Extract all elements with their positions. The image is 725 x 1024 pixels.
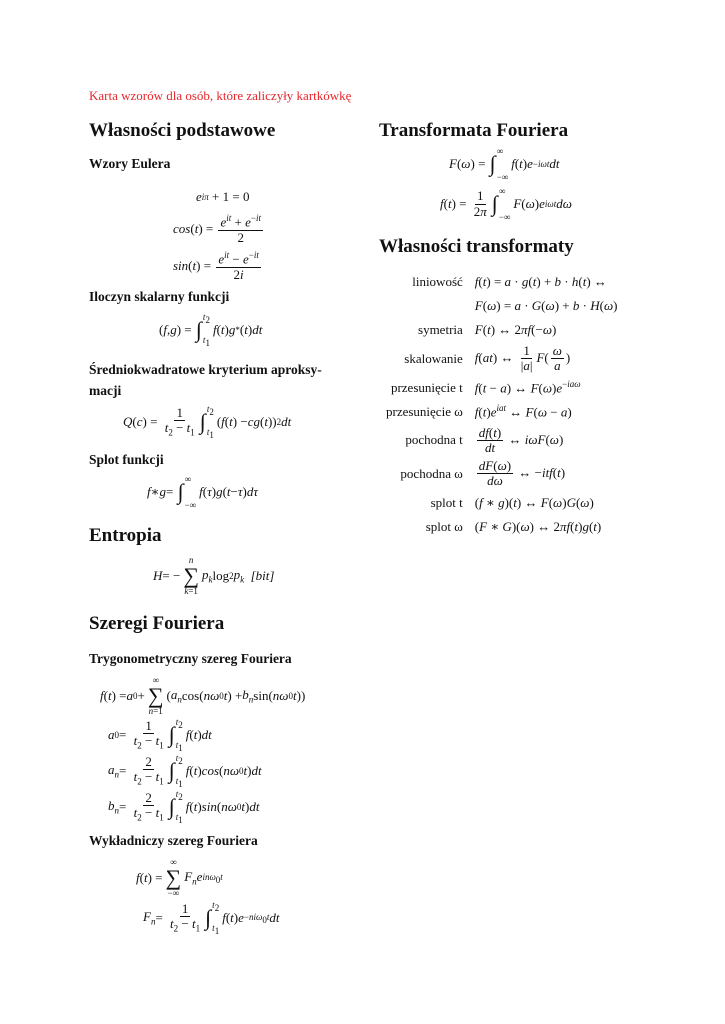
property-row: [383, 376, 620, 400]
property-row: [383, 424, 620, 458]
property-name: splot t: [430, 494, 463, 510]
property-name: liniowość: [412, 274, 463, 289]
property-row: [383, 515, 620, 539]
transform-properties-table: [383, 270, 620, 539]
trig-series-formula: f ( t ) = a 0 + ∞ ∑ n=1 ( $a_n$ cos( nω 0 t ) + $b_n$ sin( nω 0 t )): [100, 675, 306, 716]
entropy-heading: Entropia: [89, 525, 162, 546]
property-name: przesunięcie t: [390, 379, 463, 395]
property-row: [383, 318, 620, 342]
property-row: [383, 400, 620, 424]
time-convolution-formula: (f ∗ g)(t) ↔ F(ω)G(ω): [474, 494, 594, 510]
property-row: [383, 270, 620, 294]
convolution-heading: Splot funkcji: [89, 452, 164, 467]
exp-series-formula: f ( t ) = ∞ ∑ −∞ $F_ne$ inω$_0$t: [136, 857, 223, 898]
linearity-formula-1: f(t) = a · g(t) + b · h(t) ↔: [474, 274, 607, 289]
scaling-formula: f(at) ↔ $\frac{1}{|a|}$ F( $\frac{\omega}{a}$ ): [474, 343, 571, 374]
property-name: pochodna t: [405, 432, 463, 448]
bn-formula: $b_n$ = $\frac{2}{t_2 - t_1}$ ∫ $t_2$ $t_1$ f ( t ) sin ( nω 0 t ) dt: [108, 789, 260, 825]
fourier-series-heading: Szeregi Fouriera: [89, 613, 225, 634]
basic-properties-heading: Własności podstawowe: [89, 120, 276, 141]
property-name: splot ω: [425, 518, 463, 534]
property-name: [383, 294, 472, 318]
symmetry-formula: F(t) ↔ 2πf(−ω): [474, 322, 557, 337]
linearity-formula-2: F(ω) = a · G(ω) + b · H(ω): [474, 298, 618, 313]
inner-product-heading: Iloczyn skalarny funkcji: [89, 289, 230, 304]
euler-identity: e iπ + 1 = 0: [196, 189, 250, 204]
transform-properties-heading: Własności transformaty: [379, 236, 574, 257]
frequency-convolution-formula: (F ∗ G)(ω) ↔ 2πf(t)g(t): [474, 518, 602, 534]
mse-formula: Q ( c ) = $\frac{1}{t_2 - t_1}$ ∫ $t_2$ $t_1$ ( f ( t ) − cg ( t )) 2 dt: [123, 404, 292, 440]
property-name: symetria: [418, 322, 463, 337]
property-name: przesunięcie ω: [386, 403, 463, 419]
property-name: pochodna ω: [400, 465, 463, 481]
inner-product-formula: ( f , g ) = ∫ $t_2$ $t_1$ f ( t ) g * ( t ) dt: [159, 312, 263, 348]
frequency-derivative-formula: $\frac{dF(\omega)}{d\omega}$ ↔ −itf(t): [478, 458, 566, 489]
trig-series-heading: Trygonometryczny szereg Fouriera: [89, 651, 292, 666]
property-row: [383, 342, 620, 376]
time-shift-formula: f(t − a) ↔ $F(\omega)e^{-ia\omega}$: [474, 378, 581, 396]
inverse-transform-formula: f ( t ) = $\frac{1}{2\pi}$ ∫ ∞ −∞ F ( ω ) e iωt dω: [440, 186, 572, 222]
intro-note: Karta wzorów dla osób, które zaliczyły kartkówkę: [89, 88, 352, 103]
forward-transform-formula: F ( ω ) = ∫ ∞ −∞ f ( t ) e −iωt dt: [449, 146, 560, 182]
cos-euler-formula: cos ( t ) = $\frac{e^{it} + e^{-it}}{2}$: [173, 213, 261, 245]
convolution-formula: f ∗ g = ∫ ∞ −∞ f ( τ ) g ( t − τ ) dτ: [147, 474, 259, 510]
entropy-unit: [bit]: [250, 568, 275, 583]
exp-series-heading: Wykładniczy szereg Fouriera: [89, 833, 258, 848]
euler-heading: Wzory Eulera: [89, 156, 171, 171]
property-row: [383, 294, 620, 318]
fourier-transform-heading: Transformata Fouriera: [379, 120, 569, 141]
entropy-formula: H = − n ∑ k=1 $p_k$ log 2 $p_k$ [bit]: [153, 555, 275, 596]
a0-formula: a 0 = $\frac{1}{t_2 - t_1}$ ∫ $t_2$ $t_1$ f ( t ) dt: [108, 717, 212, 753]
property-row: [383, 491, 620, 515]
property-row: [383, 457, 620, 491]
mse-heading-line2: macji: [89, 383, 122, 398]
mse-heading-line1: Średniokwadratowe kryterium aproksy-: [89, 362, 322, 377]
sin-euler-formula: sin ( t ) = $\frac{e^{it} - e^{-it}}{2i}$: [173, 250, 259, 282]
an-formula: $a_n$ = $\frac{2}{t_2 - t_1}$ ∫ $t_2$ $t_1$ f ( t ) cos ( nω 0 t ) dt: [108, 753, 262, 789]
frequency-shift-formula: $f(t)e^{iat}$ ↔ F(ω − a): [474, 402, 572, 420]
time-derivative-formula: $\frac{df(t)}{dt}$ ↔ iωF(ω): [478, 424, 564, 455]
fn-formula: $F_n$ = $\frac{1}{t_2 - t_1}$ ∫ $t_2$ $t_1$ f ( t ) e −niω$_0$t dt: [143, 900, 280, 936]
property-name: skalowanie: [404, 350, 463, 366]
